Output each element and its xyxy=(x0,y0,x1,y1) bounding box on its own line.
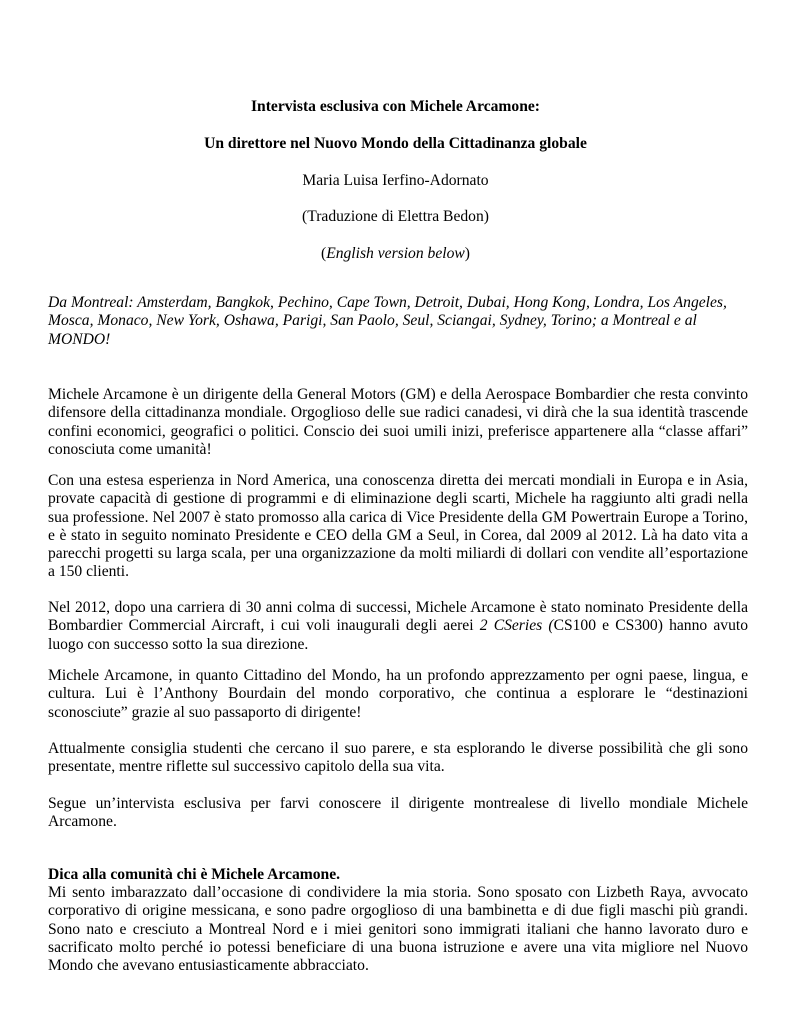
paragraph-bombardier-text-start: Nel 2012, dopo una carriera di 30 anni colma di successi, Michele Arcamone è stato nominato Presidente della Bombardier Commercial Aircraft, i cui voli inaugurali degli aerei xyxy=(48,599,748,635)
paragraph-experience: Con una estesa esperienza in Nord America, una conoscenza diretta dei mercati mondiali in Europa e in Asia, provate capacità di gestione di programmi e di eliminazione degli scarti, Michele ha raggiunto alti gradi nella sua professione. Nel 2007 è stato promosso alla carica di Vice Presidente della GM Powertrain Europe a Torino, e è stato in seguito nominato Presidente e CEO della GM a Seul, in Corea, dal 2009 al 2012. Là ha dato vita a parecchi progetti su larga scala, per una organizzazione da molti miliardi di dollari con vendite all’esportazione a 150 clienti. xyxy=(48,472,748,581)
article-author: Maria Luisa Ierfino-Adornato xyxy=(302,172,489,189)
interview-answer-1: Mi sento imbarazzato dall’occasione di condividere la mia storia. Sono sposato con Lizbeth Raya, avvocato corporativo di origine messicana, e sono padre orgoglioso di una bambinetta e di due figli maschi più grandi. Sono nato e cresciuto a Montreal Nord e i miei genitori sono immigrati italiani che hanno lavorato duro e sacrificato molto perché io potessi beneficiare di una buona istruzione e avere una vita migliore nel Nuovo Mondo che avevano entusiasticamente abbracciato. xyxy=(48,884,748,975)
paragraph-intro-arcamone: Michele Arcamone è un dirigente della General Motors (GM) e della Aerospace Bombardier che resta convinto difensore della cittadinanza mondiale. Orgoglioso delle sue radici canadesi, vi dirà che la sua identità trascende confini economici, geografici o politici. Conscio dei suoi umili inizi, preferisce appartenere alla “classe affari” conosciuta come umanità! xyxy=(48,386,748,458)
article-title: Intervista esclusiva con Michele Arcamone: xyxy=(250,98,540,115)
interview-question-1: Dica alla comunità chi è Michele Arcamone. xyxy=(48,866,341,883)
english-version-note xyxy=(0,245,791,263)
english-note-open-paren: ( xyxy=(320,245,327,262)
translation-credit: (Traduzione di Elettra Bedon) xyxy=(302,208,489,225)
paragraph-bombardier-cseries: 2 CSeries ( xyxy=(479,617,554,635)
english-note-close-paren: ) xyxy=(464,245,470,262)
paragraph-bombardier-text-end: CS100 e CS300) hanno avuto luogo con successo sotto la sua direzione. xyxy=(48,617,749,653)
article-subtitle: Un direttore nel Nuovo Mondo della Cittadinanza globale xyxy=(204,135,587,152)
paragraph-current-activities: Attualmente consiglia studenti che cercano il suo parere, e sta esplorando le diverse possibilità che gli sono presentate, mentre riflette sul successivo capitolo della sua vita. xyxy=(48,740,748,776)
english-note-label: English version below xyxy=(326,245,465,262)
paragraph-bombardier xyxy=(48,599,748,654)
paragraph-interview-intro: Segue un’intervista esclusiva per farvi conoscere il dirigente montrealese di livello mondiale Michele Arcamone. xyxy=(48,795,748,831)
paragraph-citizen-of-world: Michele Arcamone, in quanto Cittadino del Mondo, ha un profondo apprezzamento per ogni paese, lingua, e cultura. Lui è l’Anthony Bourdain del mondo corporativo, che continua a esplorare le “destinazioni sconosciute” grazie al suo passaporto di dirigente! xyxy=(48,667,748,721)
intro-cities: Da Montreal: Amsterdam, Bangkok, Pechino, Cape Town, Detroit, Dubai, Hong Kong, Londra, Los Angeles, Mosca, Monaco, New York, Oshawa, Parigi, San Paolo, Seul, Sciangai, Sydney, Torino; a Montreal e al MONDO! xyxy=(48,294,727,348)
